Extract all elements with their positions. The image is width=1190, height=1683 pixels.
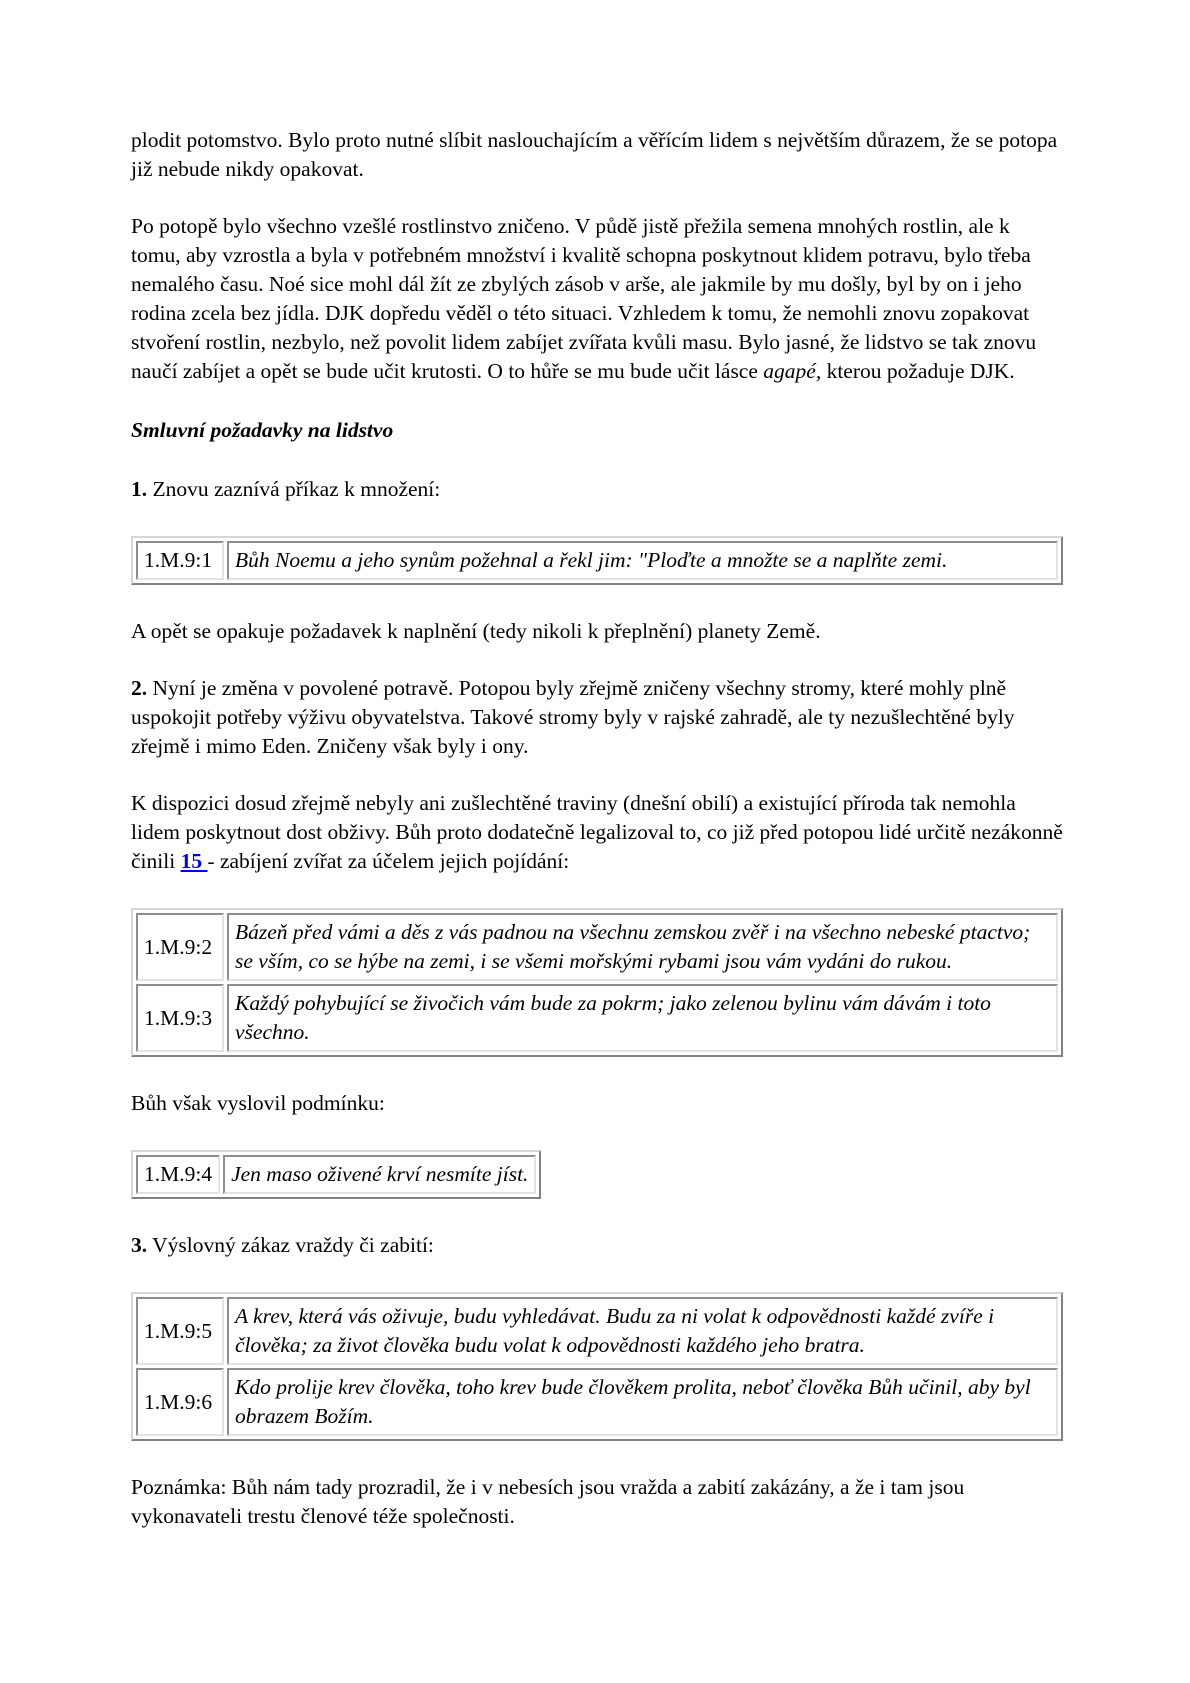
paragraph-repeat: A opět se opakuje požadavek k naplnění (tedy nikoli k přeplnění) planety Země.	[131, 619, 821, 643]
verse-text: Kdo prolije krev člověka, toho krev bude člověkem prolita, neboť člověka Bůh učinil, aby byl obrazem Božím.	[227, 1368, 1058, 1436]
paragraph-flood-lead: Po potopě bylo všechno vzešlé rostlinstvo zničeno. V půdě jistě přežila semena mnohých rostlin, ale k tomu, aby vzrostla a byla v potřebném množství i kvalitě schopna poskytnout klidem potravu, bylo třeba nemalého času. Noé sice mohl dál žít ze zbylých zásob v arše, ale jakmile by mu došly, byl by on i jeho rodina zcela bez jídla. DJK dopředu věděl o této situaci. Vzhledem k tomu, že nemohli znovu zopakovat stvoření rostlin, nezbylo, než povolit lidem zabíjet zvířata kvůli masu. Bylo jasné, že lidstvo se tak znovu naučí zabíjet a opět se bude učit krutosti. O to hůře se mu bude učit lásce	[131, 214, 1037, 383]
verse-text: A krev, která vás oživuje, budu vyhledávat. Budu za ni volat k odpovědnosti každé zvíře i člověka; za život člověka budu volat k odpovědnosti každého jeho bratra.	[227, 1297, 1058, 1365]
verse-table-gen-9-2-3	[131, 908, 1063, 1057]
point-1-number: 1.	[131, 477, 148, 501]
paragraph-flood	[131, 212, 1063, 386]
paragraph-intro: plodit potomstvo. Bylo proto nutné slíbit naslouchajícím a věřícím lidem s největším důrazem, že se potopa již nebude nikdy opakovat.	[131, 128, 1058, 181]
point-3-text: Výslovný zákaz vraždy či zabití:	[147, 1233, 434, 1257]
table-row	[136, 1368, 1058, 1436]
paragraph-flood-tail: kterou požaduje DJK.	[821, 359, 1015, 383]
footnote-link-15[interactable]: 15	[180, 849, 208, 873]
verse-table-gen-9-5-6	[131, 1292, 1063, 1441]
table-row	[136, 984, 1058, 1052]
verse-ref: 1.M.9:4	[136, 1155, 220, 1194]
point-3	[131, 1231, 1063, 1260]
point-3-number: 3.	[131, 1233, 148, 1257]
verse-text: Každý pohybující se živočich vám bude za pokrm; jako zelenou bylinu vám dávám i toto všechno.	[227, 984, 1058, 1052]
paragraph-note: Poznámka: Bůh nám tady prozradil, že i v nebesích jsou vražda a zabití zakázány, a že i tam jsou vykonavateli trestu členové téže společnosti.	[131, 1475, 965, 1528]
verse-ref: 1.M.9:6	[136, 1368, 224, 1436]
table-row	[136, 541, 1058, 580]
table-row	[136, 1297, 1058, 1365]
verse-ref: 1.M.9:3	[136, 984, 224, 1052]
point-2-text: Nyní je změna v povolené potravě. Potopou byly zřejmě zničeny všechny stromy, které mohly plně uspokojit potřeby výživu obyvatelstva. Takové stromy byly v rajské zahradě, ale ty nezušlechtěné byly zřejmě i mimo Eden. Zničeny však byly i ony.	[131, 676, 1015, 758]
verse-ref: 1.M.9:2	[136, 913, 224, 981]
verse-ref: 1.M.9:5	[136, 1297, 224, 1365]
verse-table-gen-9-1	[131, 536, 1063, 585]
point-2-number: 2.	[131, 676, 148, 700]
emphasis-agape: agapé,	[763, 359, 822, 383]
paragraph-dispozici	[131, 789, 1063, 876]
point-1-text: Znovu zaznívá příkaz k množení:	[147, 477, 441, 501]
verse-text: Bůh Noemu a jeho synům požehnal a řekl jim: "Ploďte a množte se a naplňte zemi.	[227, 541, 1058, 580]
verse-text: Bázeň před vámi a děs z vás padnou na všechnu zemskou zvěř i na všechno nebeské ptactvo; se vším, co se hýbe na zemi, i se všemi mořskými rybami jsou vám vydáni do rukou.	[227, 913, 1058, 981]
verse-ref: 1.M.9:1	[136, 541, 224, 580]
paragraph-dispozici-tail: - zabíjení zvířat za účelem jejich pojídání:	[207, 849, 570, 873]
point-2	[131, 674, 1063, 761]
paragraph-condition: Bůh však vyslovil podmínku:	[131, 1091, 385, 1115]
table-row	[136, 1155, 536, 1194]
point-1	[131, 475, 1063, 504]
verse-text: Jen maso oživené krví nesmíte jíst.	[223, 1155, 536, 1194]
paragraph-dispozici-lead: K dispozici dosud zřejmě nebyly ani zušlechtěné traviny (dnešní obilí) a existující příroda tak nemohla lidem poskytnout dost obživy. Bůh proto dodatečně legalizoval to, co již před potopou lidé určitě nezákonně činili	[131, 791, 1063, 873]
section-heading: Smluvní požadavky na lidstvo	[131, 418, 394, 442]
table-row	[136, 913, 1058, 981]
verse-table-gen-9-4	[131, 1150, 541, 1199]
